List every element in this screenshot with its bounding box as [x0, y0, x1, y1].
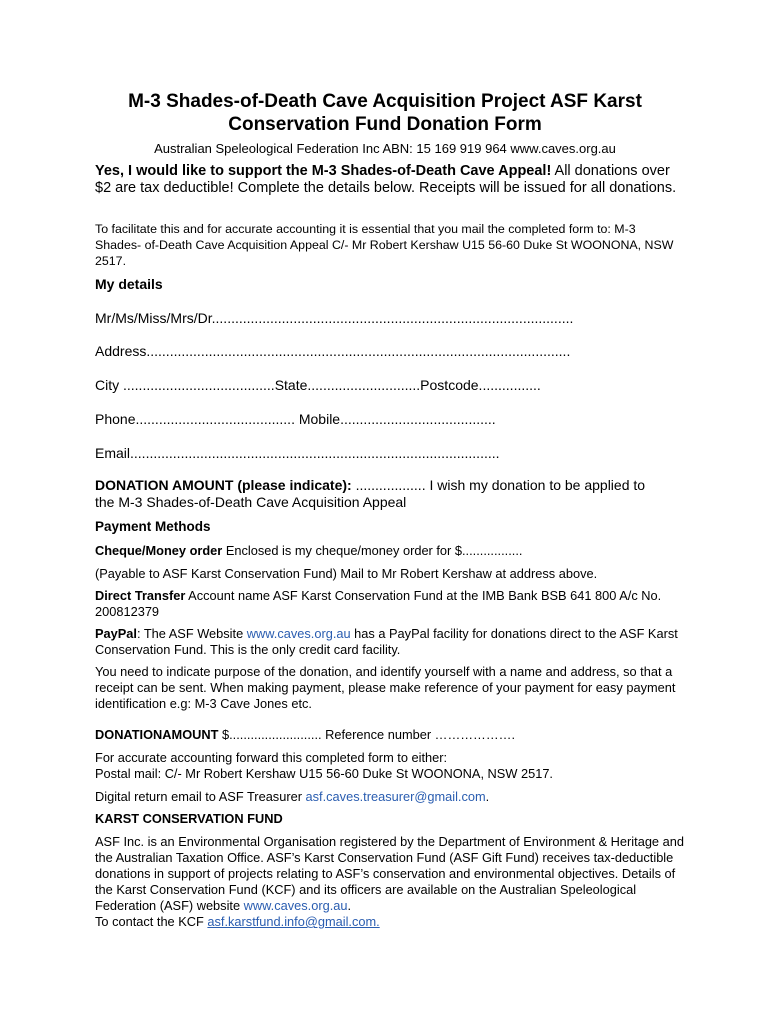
- my-details-heading: My details: [95, 276, 163, 292]
- cheque-rest: Enclosed is my cheque/money order for $.................: [222, 543, 523, 558]
- kcf-body-end: .: [347, 898, 352, 913]
- donation-amount-reference-label: DONATIONAMOUNT: [95, 727, 219, 742]
- mail-note: To facilitate this and for accurate accounting it is essential that you mail the completed form to: M-3 Shades- of-Death Cave Acquisition Appeal C/- Mr Robert Kershaw U15 56-60 Duke St WOONONA, NSW 2517.: [95, 222, 674, 268]
- donation-amount-reference-rest: $.......................... Reference number ……………….: [218, 727, 515, 742]
- intro-rest: All donations over $2 are tax deductible! Complete the details below. Receipts will be issued for all donations.: [95, 163, 677, 196]
- forward-line-2: Postal mail: C/- Mr Robert Kershaw U15 56-60 Duke St WOONONA, NSW 2517.: [95, 766, 553, 781]
- digital-return-line: [95, 789, 687, 805]
- form-title: [60, 90, 710, 136]
- title-line-1: M-3 Shades-of-Death Cave Acquisition Project ASF Karst: [128, 91, 642, 112]
- organisation-subtitle: Australian Speleological Federation Inc ABN: 15 169 919 964 www.caves.org.au: [154, 141, 616, 156]
- title-field[interactable]: Mr/Ms/Miss/Mrs/Dr.............................................................................................: [95, 310, 574, 326]
- payable-note: (Payable to ASF Karst Conservation Fund) Mail to Mr Robert Kershaw at address above.: [95, 566, 598, 581]
- cheque-label: Cheque/Money order: [95, 543, 223, 558]
- paypal-label: PayPal: [95, 626, 137, 641]
- intro-paragraph: [95, 163, 685, 197]
- paypal-after-link: has a PayPal facility for donations direct to the ASF Karst Conservation Fund. This is the only credit card facility.: [95, 626, 678, 657]
- kcf-paragraph: [95, 834, 687, 930]
- donation-amount-rest: .................. I wish my donation to be applied to the M-3 Shades-of-Death Cave Acquisition Appeal: [95, 477, 646, 510]
- kcf-email-link[interactable]: asf.karstfund.info@gmail.com.: [207, 914, 380, 929]
- kcf-website-link[interactable]: www.caves.org.au: [243, 898, 348, 913]
- kcf-heading: KARST CONSERVATION FUND: [95, 811, 283, 826]
- purpose-note: You need to indicate purpose of the donation, and identify yourself with a name and address, so that a receipt can be sent. When making payment, please make reference of your payment for easy payment identification e.g: M-3 Cave Jones etc.: [95, 664, 676, 711]
- donation-amount-reference-line[interactable]: [95, 727, 687, 743]
- cheque-line[interactable]: [95, 543, 687, 559]
- title-line-2: Conservation Fund Donation Form: [228, 114, 542, 135]
- forward-instructions: [95, 750, 687, 782]
- paypal-before-link: : The ASF Website: [136, 626, 247, 641]
- email-field[interactable]: Email...............................................................................................: [95, 445, 500, 461]
- treasurer-email-link[interactable]: asf.caves.treasurer@gmail.com: [305, 789, 486, 804]
- forward-line-1: For accurate accounting forward this completed form to either:: [95, 750, 448, 765]
- donation-amount-label: DONATION AMOUNT (please indicate):: [95, 477, 352, 493]
- kcf-contact-text: To contact the KCF: [95, 914, 208, 929]
- intro-bold: Yes, I would like to support the M-3 Shades-of-Death Cave Appeal!: [95, 163, 552, 179]
- digital-return-end: .: [485, 789, 490, 804]
- paypal-paragraph: [95, 626, 685, 658]
- city-state-postcode-field[interactable]: City .......................................State.............................Postcode................: [95, 377, 541, 393]
- digital-return-text: Digital return email to ASF Treasurer: [95, 789, 306, 804]
- kcf-body: ASF Inc. is an Environmental Organisation registered by the Department of Environment & Heritage and the Australian Taxation Office. ASF’s Karst Conservation Fund (ASF Gift Fund) receives tax-deductible donations in support of projects relating to ASF’s conservation and environmental objectives. Details of the Karst Conservation Fund (KCF) and its officers are available on the Australian Speleological Federation (ASF) website: [95, 834, 684, 913]
- direct-transfer-rest: Account name ASF Karst Conservation Fund at the IMB Bank BSB 641 800 A/c No. 200812379: [95, 588, 662, 619]
- direct-transfer-paragraph: [95, 588, 685, 620]
- address-field[interactable]: Address.............................................................................................................: [95, 343, 571, 359]
- direct-transfer-label: Direct Transfer: [95, 588, 186, 603]
- payment-methods-heading: Payment Methods: [95, 519, 211, 534]
- phone-mobile-field[interactable]: Phone......................................... Mobile........................................: [95, 411, 496, 427]
- donation-amount-line[interactable]: [95, 477, 665, 511]
- paypal-website-link[interactable]: www.caves.org.au: [246, 626, 351, 641]
